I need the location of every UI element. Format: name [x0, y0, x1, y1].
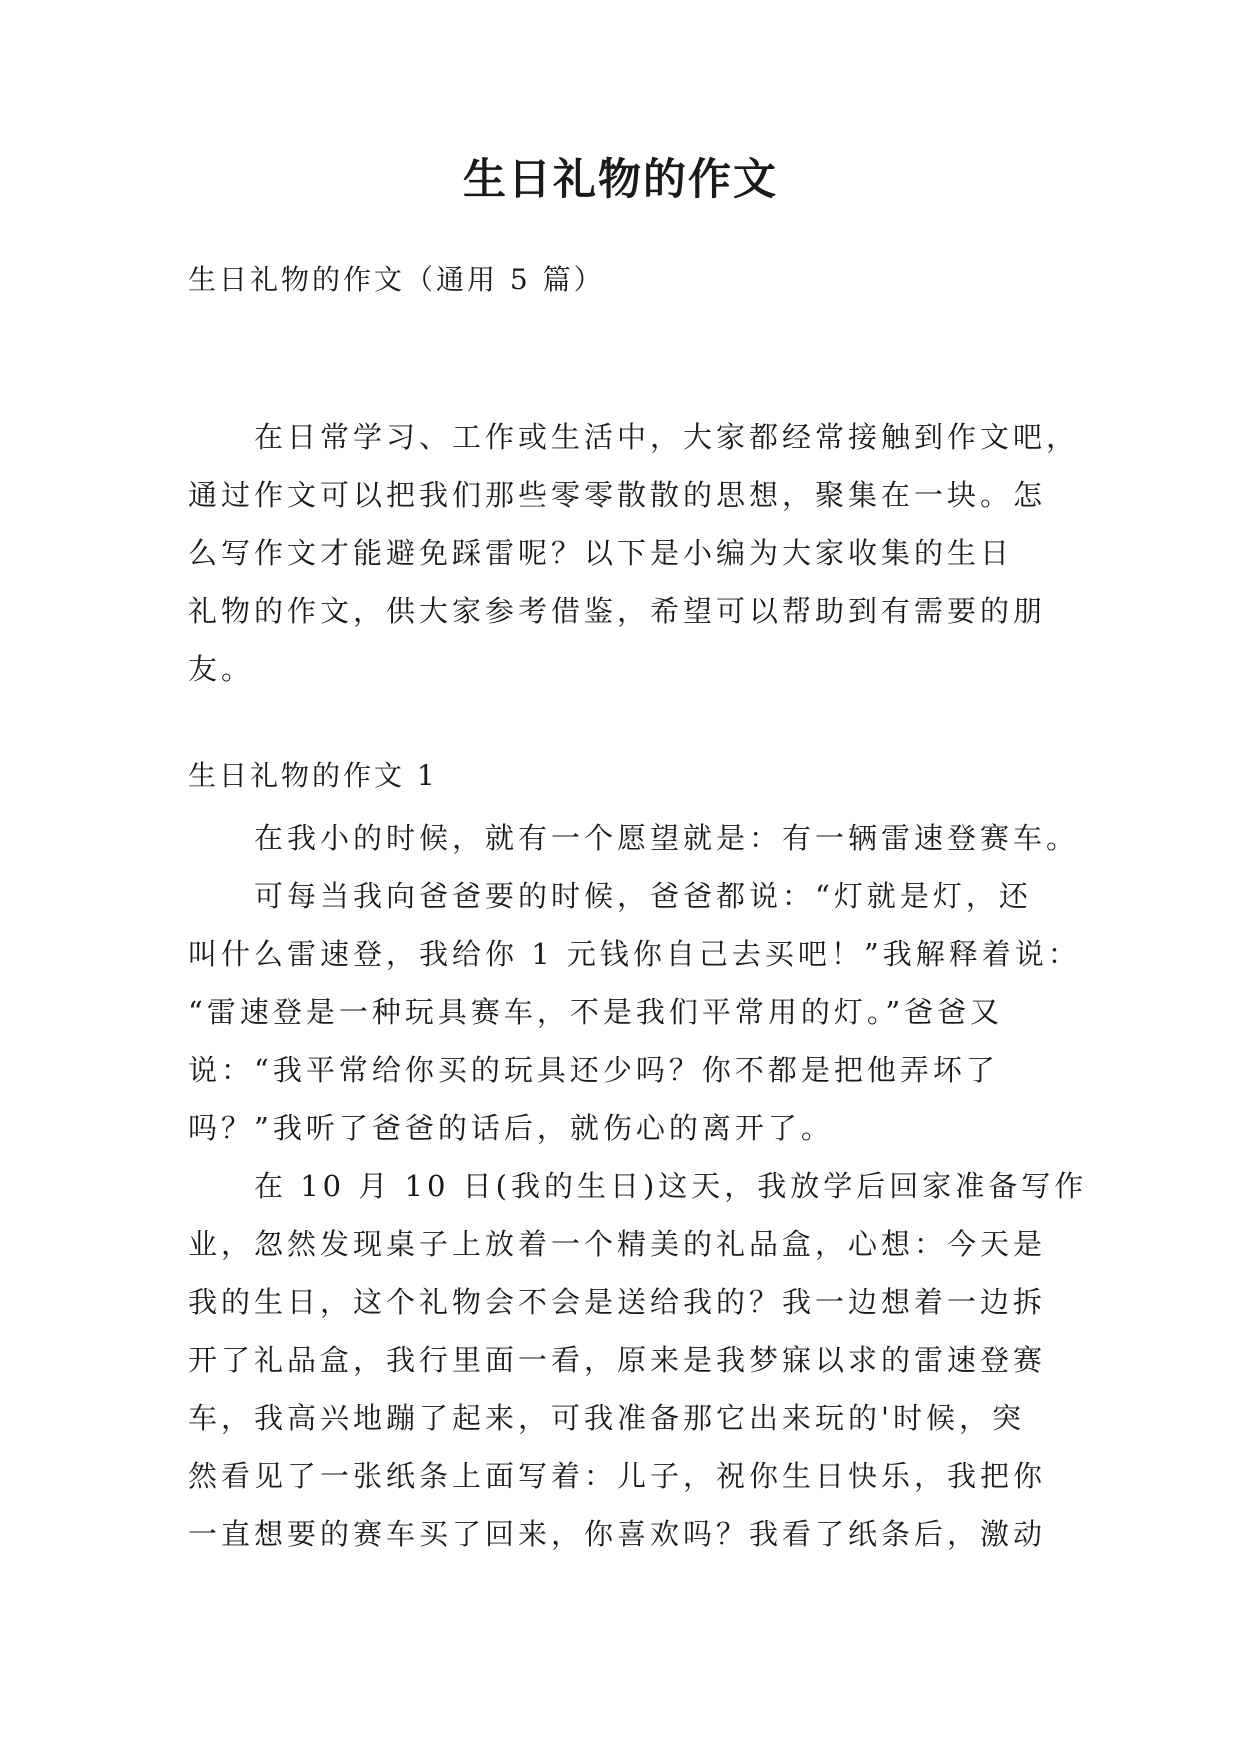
essay-line: 一直想要的赛车买了回来，你喜欢吗？我看了纸条后，激动: [188, 1517, 1047, 1551]
essay-line: 然看见了一张纸条上面写着：儿子，祝你生日快乐，我把你: [188, 1459, 1047, 1493]
essay-line: 业，忽然发现桌子上放着一个精美的礼品盒，心想：今天是: [188, 1227, 1047, 1261]
essay-line: 在 10 月 10 日(我的生日)这天，我放学后回家准备写作: [254, 1169, 1088, 1203]
intro-line: 礼物的作文，供大家参考借鉴，希望可以帮助到有需要的朋: [188, 594, 1047, 628]
essay-line: 在我小的时候，就有一个愿望就是：有一辆雷速登赛车。: [254, 821, 1080, 855]
essay-line: 开了礼品盒，我行里面一看，原来是我梦寐以求的雷速登赛: [188, 1343, 1047, 1377]
essay-1-paragraph-1: [188, 809, 1079, 867]
intro-paragraph: [188, 408, 1079, 698]
intro-line: 在日常学习、工作或生活中，大家都经常接触到作文吧，: [254, 420, 1080, 454]
document-title: 生日礼物的作文: [463, 155, 778, 205]
essay-line: “雷速登是一种玩具赛车，不是我们平常用的灯。”爸爸又: [188, 995, 1004, 1029]
intro-line: 友。: [188, 652, 255, 686]
essay-1-paragraph-2: [188, 867, 1081, 1157]
intro-line: 么写作文才能避免踩雷呢？以下是小编为大家收集的生日: [188, 536, 1014, 570]
essay-line: 说：“我平常给你买的玩具还少吗？你不都是把他弄坏了: [188, 1053, 999, 1087]
essay-line: 车，我高兴地蹦了起来，可我准备那它出来玩的'时候，突: [188, 1401, 1025, 1435]
essay-line: 叫什么雷速登，我给你 1 元钱你自己去买吧！”我解释着说：: [188, 937, 1081, 971]
essay-line: 吗？”我听了爸爸的话后，就伤心的离开了。: [188, 1111, 834, 1145]
document-subtitle: 生日礼物的作文（通用 5 篇）: [188, 263, 605, 296]
essay-line: 我的生日，这个礼物会不会是送给我的？我一边想着一边拆: [188, 1285, 1047, 1319]
essay-1-heading: 生日礼物的作文 1: [188, 759, 438, 792]
essay-line: 可每当我向爸爸要的时候，爸爸都说：“灯就是灯，还: [254, 879, 1032, 913]
essay-1-paragraph-3: [188, 1157, 1087, 1563]
intro-line: 通过作文可以把我们那些零零散散的思想，聚集在一块。怎: [188, 478, 1047, 512]
